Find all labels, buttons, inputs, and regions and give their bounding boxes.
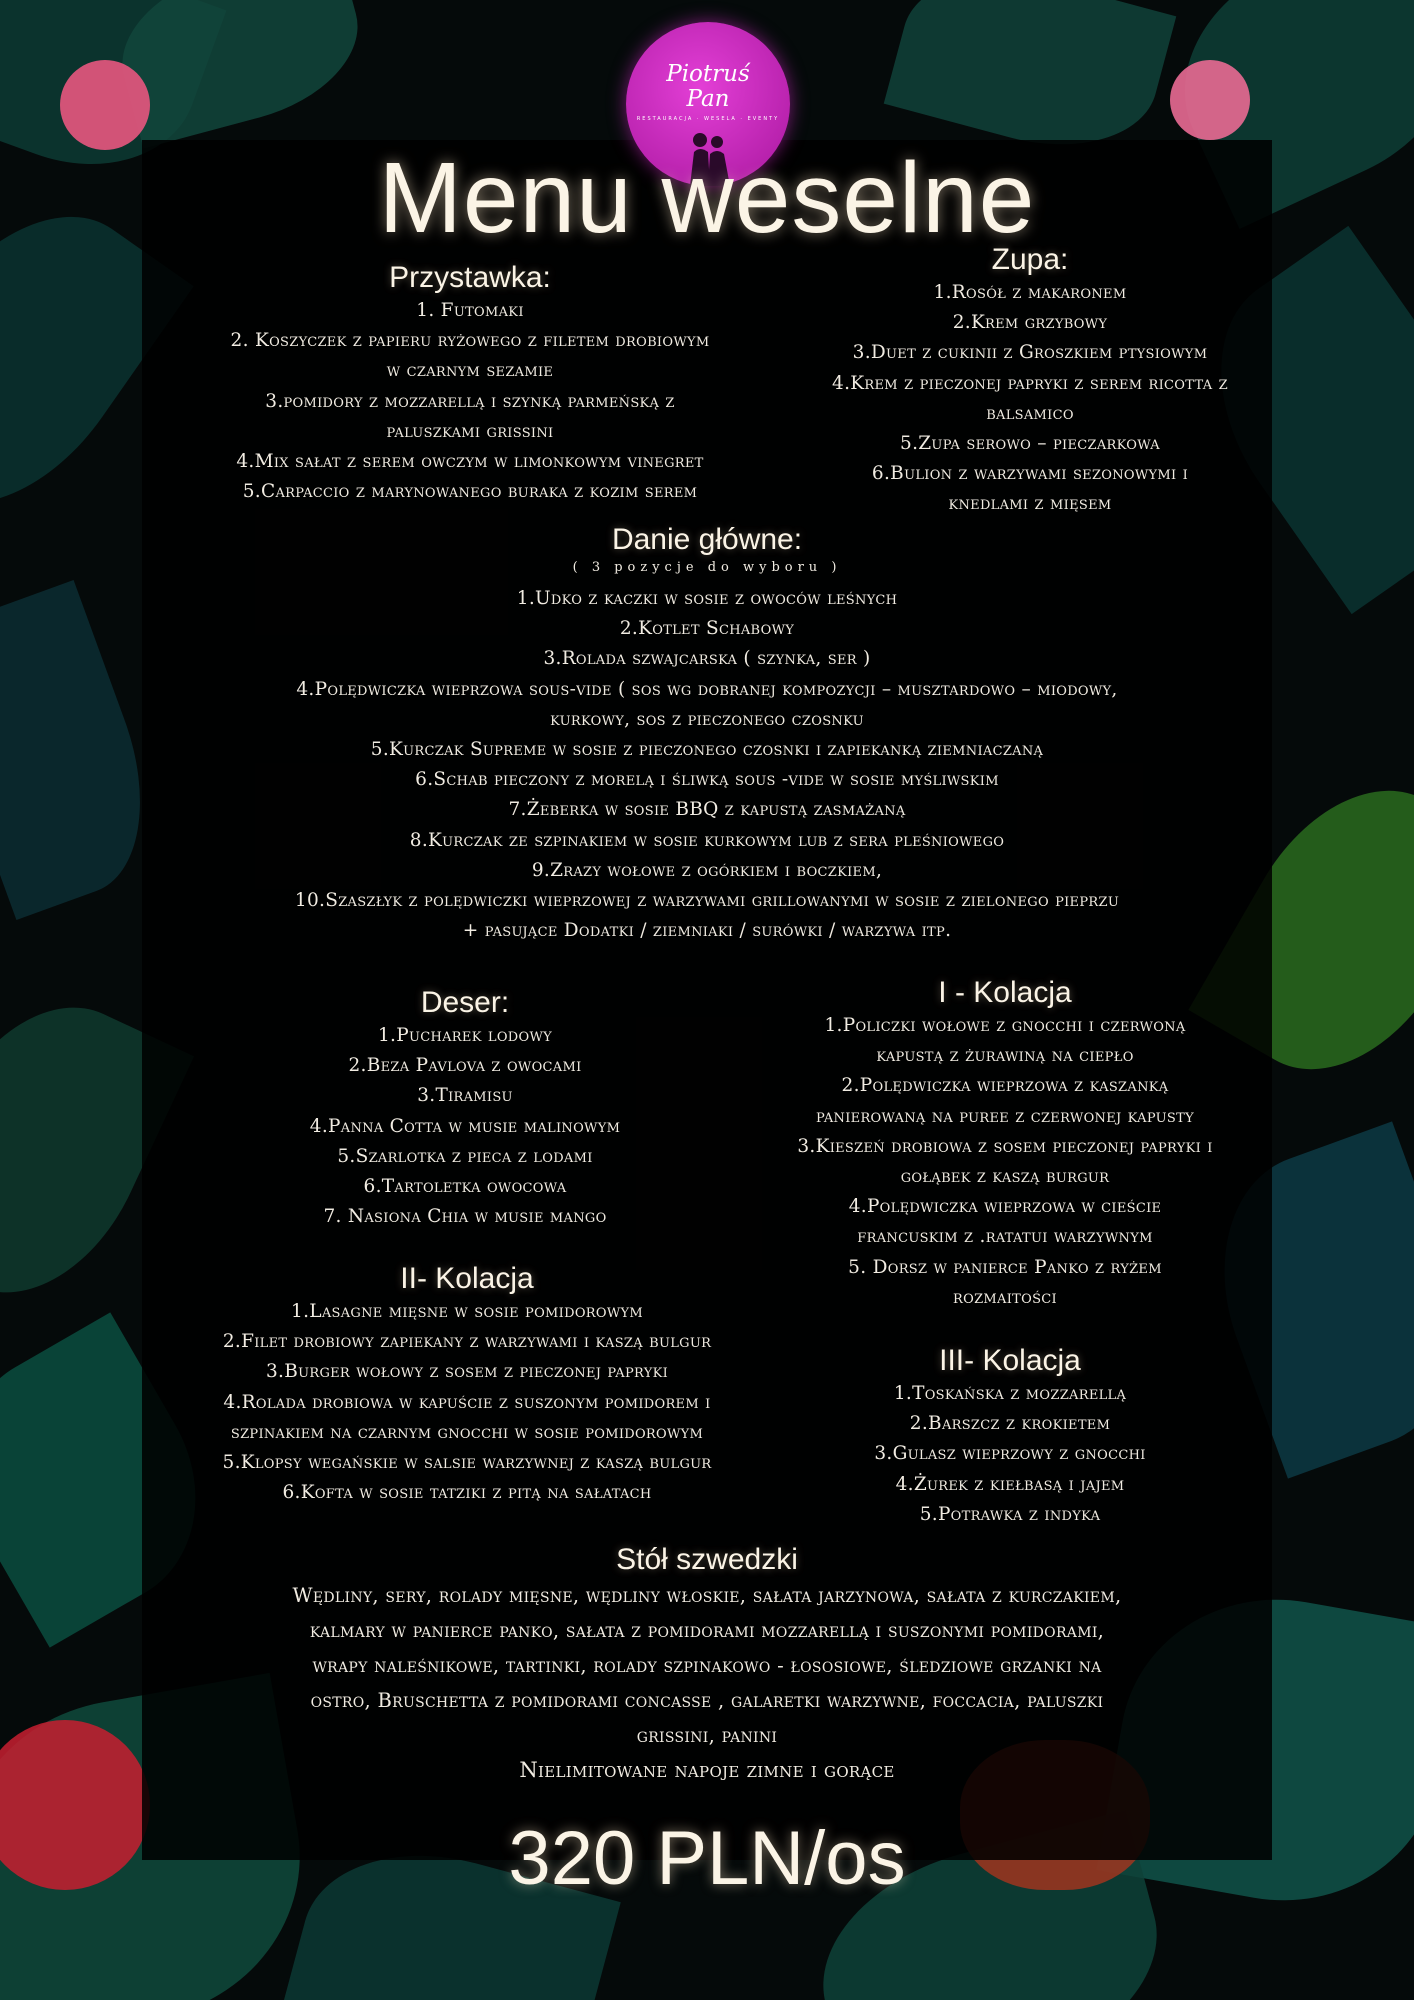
section-heading: Przystawka: — [389, 261, 551, 294]
list-item: 2.Beza Pavlova z owocami — [348, 1055, 582, 1077]
list-item: 6.Kofta w sosie tatziki z pitą na sałatach — [282, 1482, 652, 1504]
list-item: wrapy naleśnikowe, tartinki, rolady szpinakowo - łososiowe, śledziowe grzanki na — [312, 1654, 1102, 1677]
list-item: 5.Kurczak Supreme w sosie z pieczonego czosnki i zapiekanką ziemniaczaną — [370, 739, 1044, 761]
section-kolacja-3 — [790, 1343, 1230, 1530]
list-item: 1. Futomaki — [416, 300, 524, 321]
dish-list — [760, 1011, 1250, 1313]
list-item: 1.Rosół z makaronem — [933, 282, 1127, 303]
list-item: grissini, panini — [636, 1724, 778, 1747]
list-item: w czarnym sezamie — [386, 360, 554, 382]
section-kolacja-1 — [760, 975, 1250, 1313]
dish-list — [170, 1021, 760, 1232]
list-item: 2.Krem grzybowy — [952, 312, 1108, 334]
dish-list — [142, 584, 1272, 946]
price-per-person: 320 PLN/os — [508, 1816, 906, 1901]
drinks-note: Nielimitowane napoje zimne i gorące — [519, 1758, 895, 1782]
list-item: gołąbek z kaszą burgur — [900, 1166, 1110, 1188]
list-item: 2. Koszyczek z papieru ryżowego z filetem drobiowym — [230, 330, 710, 352]
list-item: 1.Udko z kaczki w sosie z owoców leśnych — [516, 588, 898, 609]
list-item: 5. Dorsz w panierce Panko z ryżem — [848, 1256, 1162, 1278]
list-item: 5.Potrawka z indyka — [919, 1503, 1101, 1525]
list-item: 5.Zupa serowo – pieczarkowa — [900, 433, 1160, 455]
logo-tagline: RESTAURACJA · WESELA · EVENTY — [636, 116, 780, 122]
list-item: 3.Rolada szwajcarska ( szynka, ser ) — [543, 648, 871, 670]
section-heading: II- Kolacja — [400, 1262, 534, 1295]
list-item: 4.Polędwiczka wieprzowa w cieście — [848, 1196, 1162, 1218]
section-heading: I - Kolacja — [938, 976, 1072, 1009]
dish-list — [152, 1297, 782, 1508]
list-item: 4.Rolada drobiowa w kapuście z suszonym pomidorem i — [223, 1391, 711, 1413]
section-subtitle: ( 3 pozycje do wyboru ) — [572, 560, 842, 575]
list-item: panierowaną na puree z czerwonej kapusty — [816, 1105, 1194, 1127]
logo-name: Piotruś Pan — [666, 61, 750, 112]
list-item: + pasujące Dodatki / ziemniaki / surówki / warzywa itp. — [462, 920, 952, 942]
list-item: 4.Panna Cotta w musie malinowym — [309, 1115, 621, 1137]
section-heading: III- Kolacja — [939, 1344, 1081, 1377]
list-item: kurkowy, sos z pieczonego czosnku — [550, 708, 864, 730]
section-stol-szwedzki — [142, 1542, 1272, 1788]
section-heading: Danie główne: — [611, 523, 803, 556]
section-deser — [170, 985, 760, 1232]
list-item: 6.Bulion z warzywami sezonowymi i — [871, 463, 1189, 485]
list-item: ostro, Bruschetta z pomidorami concasse , galaretki warzywne, foccacia, paluszki — [310, 1689, 1104, 1712]
list-item: 6.Schab pieczony z morelą i śliwką sous -vide w sosie myśliwskim — [415, 769, 999, 791]
dish-list — [790, 1379, 1230, 1530]
list-item: 4.Krem z pieczonej papryki z serem ricotta z — [832, 372, 1228, 394]
list-item: 7. Nasiona Chia w musie mango — [323, 1206, 607, 1228]
list-item: 3.Burger wołowy z sosem z pieczonej papryki — [265, 1361, 669, 1383]
list-item: 7.Żeberka w sosie BBQ z kapustą zasmażaną — [508, 799, 906, 821]
section-przystawka — [170, 260, 770, 507]
dish-list — [170, 296, 770, 507]
dish-list — [780, 278, 1280, 520]
list-item: 2.Kotlet Schabowy — [619, 618, 795, 640]
list-item: knedlami z mięsem — [948, 493, 1112, 515]
buffet-list — [142, 1578, 1272, 1788]
list-item: 6.Tartoletka owocowa — [363, 1176, 567, 1198]
section-kolacja-2 — [152, 1261, 782, 1508]
list-item: kapustą z żurawiną na ciepło — [876, 1045, 1134, 1067]
list-item: 1.Lasagne mięsne w sosie pomidorowym — [291, 1301, 643, 1322]
list-item: 3.Kieszeń drobiowa z sosem pieczonej papryki i — [797, 1135, 1213, 1157]
list-item: Wędliny, sery, rolady mięsne, wędliny włoskie, sałata jarzynowa, sałata z kurczakiem, — [292, 1584, 1122, 1607]
list-item: 9.Zrazy wołowe z ogórkiem i boczkiem, — [531, 859, 883, 881]
list-item: francuskim z .ratatui warzywnym — [857, 1226, 1153, 1248]
section-heading: Stół szwedzki — [616, 1543, 798, 1576]
list-item: 4.Mix sałat z serem owczym w limonkowym vinegret — [236, 451, 704, 473]
list-item: szpinakiem na czarnym gnocchi w sosie pomidorowym — [230, 1421, 704, 1443]
list-item: paluszkami grissini — [386, 420, 554, 442]
list-item: 5.Szarlotka z pieca z lodami — [337, 1145, 593, 1167]
list-item: rozmaitości — [953, 1286, 1057, 1308]
list-item: balsamico — [986, 402, 1074, 424]
list-item: 2.Polędwiczka wieprzowa z kaszanką — [841, 1075, 1169, 1097]
section-danie-glowne — [142, 522, 1272, 946]
list-item: 2.Filet drobiowy zapiekany z warzywami i kaszą bulgur — [222, 1331, 712, 1353]
list-item: 1.Policzki wołowe z gnocchi i czerwoną — [824, 1015, 1186, 1036]
list-item: 8.Kurczak ze szpinakiem w sosie kurkowym lub z sera pleśniowego — [409, 829, 1005, 851]
pink-flower-decoration — [1170, 60, 1250, 140]
list-item: kalmary w panierce panko, sałata z pomidorami mozzarellą i suszonymi pomidorami, — [309, 1619, 1105, 1642]
list-item: 5.Carpaccio z marynowanego buraka z kozim serem — [242, 481, 698, 503]
list-item: 1.Toskańska z mozzarellą — [893, 1383, 1127, 1404]
section-heading: Zupa: — [991, 243, 1069, 276]
list-item: 4.Polędwiczka wieprzowa sous-vide ( sos wg dobranej kompozycji – musztardowo – miodowy, — [296, 678, 1118, 700]
list-item: 2.Barszcz z krokietem — [909, 1413, 1111, 1435]
list-item: 3.Tiramisu — [417, 1085, 513, 1107]
list-item: 5.Klopsy wegańskie w salsie warzywnej z kaszą bulgur — [222, 1452, 712, 1474]
section-zupa — [780, 242, 1280, 520]
section-heading: Deser: — [420, 986, 510, 1019]
list-item: 4.Żurek z kiełbasą i jajem — [895, 1473, 1125, 1495]
list-item: 3.Duet z cukinii z Groszkiem ptysiowym — [852, 342, 1208, 364]
pink-flower-decoration — [60, 60, 150, 150]
list-item: 3.Gulasz wieprzowy z gnocchi — [874, 1443, 1146, 1465]
list-item: 1.Pucharek lodowy — [377, 1025, 552, 1046]
page-title: Menu weselne — [378, 142, 1036, 254]
list-item: 10.Szaszłyk z polędwiczki wieprzowej z warzywami grillowanymi w sosie z zielonego pieprzu — [294, 890, 1120, 912]
list-item: 3.pomidory z mozzarellą i szynką parmeńską z — [265, 390, 675, 412]
